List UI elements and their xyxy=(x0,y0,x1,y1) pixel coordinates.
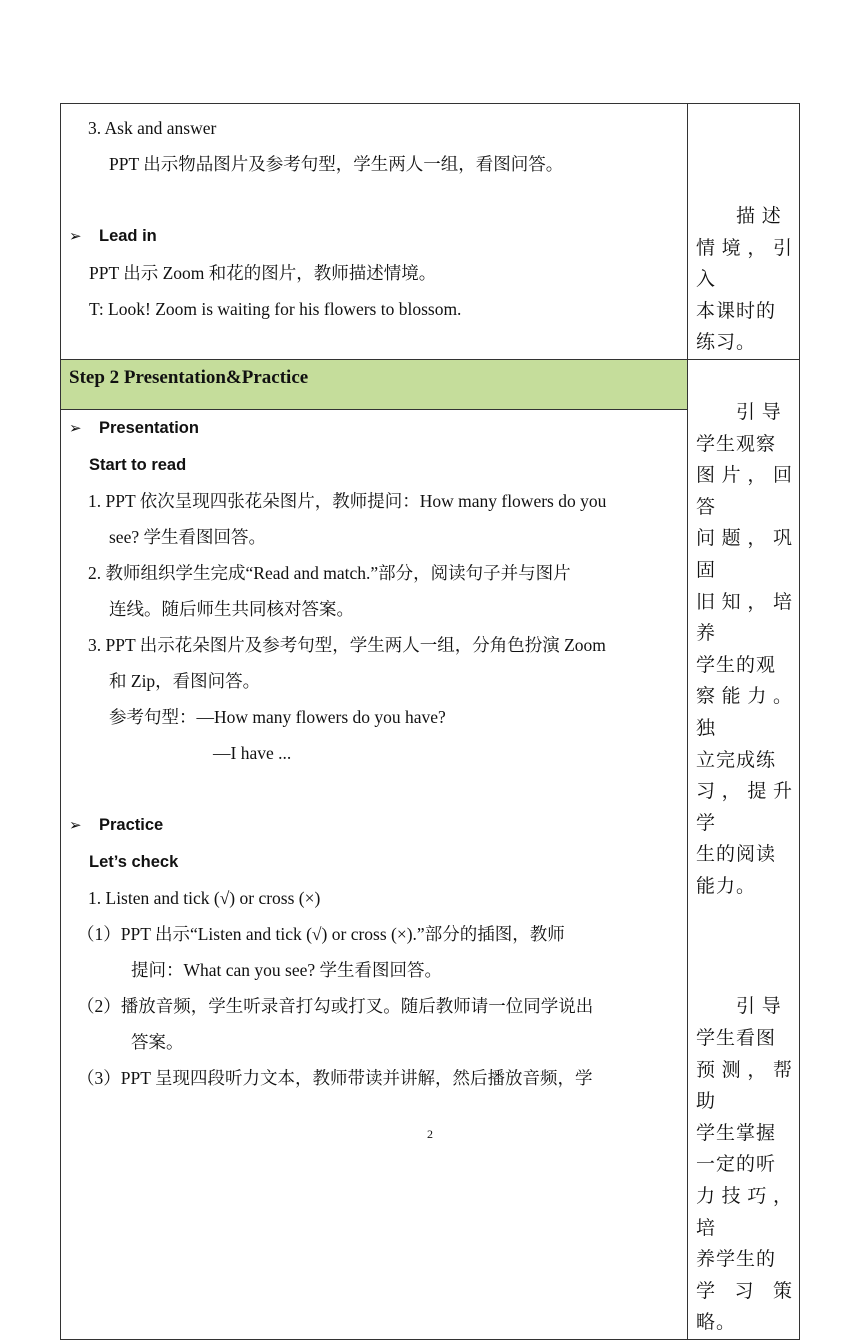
presentation-step-cont: 连线。随后师生共同核对答案。 xyxy=(109,598,354,619)
side-note: 描 述 情境，引入 本课时的 练习。 xyxy=(696,206,793,354)
arrow-bullet-icon: ➢ xyxy=(69,419,82,437)
practice-substep-cont: 提问：What can you see? 学生看图回答。 xyxy=(131,959,443,980)
lead-in-line: PPT 出示 Zoom 和花的图片，教师描述情境。 xyxy=(89,263,437,283)
ask-answer-desc: PPT 出示物品图片及参考句型，学生两人一组，看图问答。 xyxy=(109,154,564,174)
presentation-step: 2. 教师组织学生完成“Read and match.”部分，阅读句子并与图片 xyxy=(88,562,571,583)
presentation-step: 1. PPT 依次呈现四张花朵图片，教师提问：How many flowers do you xyxy=(88,490,607,511)
lets-check-subheading: Let’s check xyxy=(89,852,179,871)
reference-sentence: 参考句型：—How many flowers do you have? xyxy=(109,706,446,727)
arrow-bullet-icon: ➢ xyxy=(69,816,82,834)
design-intent-cell xyxy=(688,359,800,1339)
practice-step: 1. Listen and tick (√) or cross (×) xyxy=(88,887,321,908)
start-to-read-subheading: Start to read xyxy=(89,455,187,474)
presentation-heading: ➢ Presentation xyxy=(61,410,687,447)
side-note: 引 导 学生观察 图片，回答 问题，巩固 旧知，培养 学生的观 察能力。独 立完成练 习，提升学 生的阅读 能力。 xyxy=(696,401,793,897)
table-row xyxy=(61,104,800,360)
practice-substep: （3）PPT 呈现四段听力文本，教师带读并讲解，然后播放音频，学 xyxy=(77,1067,593,1088)
presentation-step-cont: 和 Zip，看图问答。 xyxy=(109,670,261,691)
lead-in-line: T: Look! Zoom is waiting for his flowers to blossom. xyxy=(89,299,462,319)
design-intent-cell xyxy=(688,104,800,360)
table-row xyxy=(61,359,800,409)
teaching-process-cell xyxy=(61,409,688,1340)
step-title: Step 2 Presentation&Practice xyxy=(69,366,309,388)
practice-substep: （2）播放音频，学生听录音打勾或打叉。随后教师请一位同学说出 xyxy=(77,995,594,1016)
arrow-bullet-icon: ➢ xyxy=(69,228,82,245)
step-header-cell xyxy=(61,359,688,409)
ask-answer-item: 3. Ask and answer xyxy=(88,118,217,138)
side-note: 引 导 学生看图 预测，帮助 学生掌握 一定的听 力技巧，培 养学生的 学习策略。 xyxy=(696,996,793,1334)
page-number: 2 xyxy=(427,1127,433,1141)
presentation-step: 3. PPT 出示花朵图片及参考句型，学生两人一组，分角色扮演 Zoom xyxy=(88,634,606,655)
practice-substep: （1）PPT 出示“Listen and tick (√) or cross (×).”部分的插图，教师 xyxy=(77,923,565,944)
practice-heading: ➢ Practice xyxy=(61,807,687,844)
practice-substep-cont: 答案。 xyxy=(131,1031,184,1052)
lesson-plan-table xyxy=(60,103,800,1340)
teaching-process-cell xyxy=(61,104,688,360)
presentation-step-cont: see? 学生看图回答。 xyxy=(109,526,266,547)
reference-sentence: —I have ... xyxy=(213,742,292,763)
lead-in-heading: ➢ Lead in xyxy=(61,218,687,255)
